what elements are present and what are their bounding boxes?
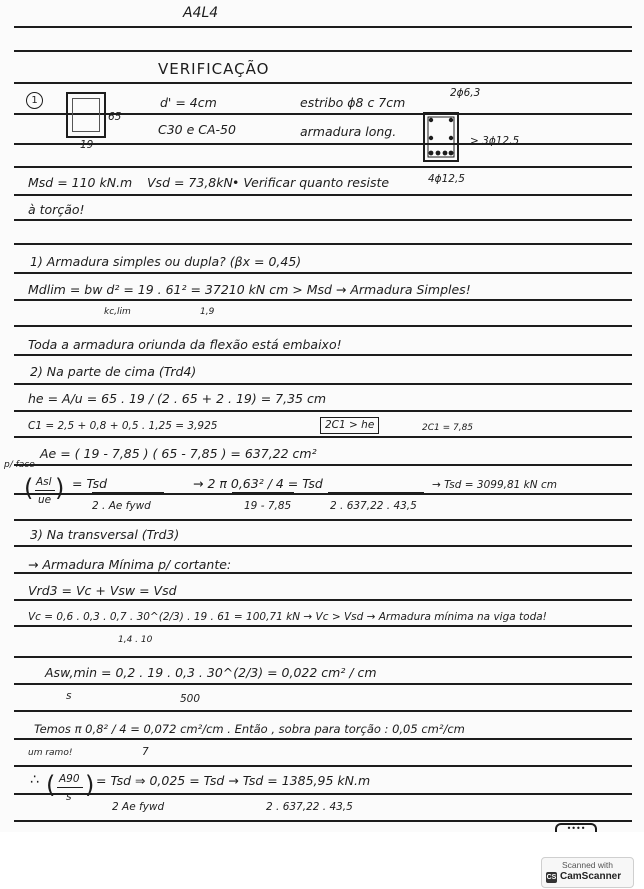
ruled-line [14, 50, 632, 52]
step3-temos: Temos π 0,8² / 4 = 0,072 cm²/cm . Então , sobra para torção : 0,05 cm²/cm [34, 722, 465, 736]
header-doodle: A4L4 [183, 5, 219, 21]
ruled-line [14, 519, 632, 521]
close-paren: ) [85, 771, 95, 799]
ruled-line [14, 436, 632, 438]
eq-mid-den2: 2 . 637,22 . 43,5 [330, 500, 417, 512]
side-bars-label: > 3ϕ12,5 [470, 135, 520, 147]
ruled-line [14, 143, 632, 145]
step2-c1-check: 2C1 > he [320, 417, 379, 434]
ago-bottom: s [66, 791, 72, 803]
task-text-2: à torção! [28, 202, 85, 217]
step1-kc-value: 1,9 [200, 307, 215, 317]
ruled-line [14, 545, 632, 547]
ruled-line [14, 166, 632, 168]
open-paren: ( [24, 474, 34, 502]
ruled-line [14, 354, 632, 356]
materials-text: C30 e CA-50 [158, 122, 236, 137]
ruled-line [14, 243, 632, 245]
margin-note: p/ face [4, 460, 35, 470]
fraction-bar [92, 492, 164, 493]
ruled-line [14, 113, 632, 115]
top-bars-label: 2ϕ6,3 [450, 87, 481, 99]
ruled-line [14, 219, 632, 221]
beam-section-sketch [66, 92, 106, 138]
fraction-bar [57, 787, 83, 788]
ruled-line [14, 683, 632, 685]
ruled-line [14, 765, 632, 767]
camscanner-watermark [541, 857, 634, 888]
close-paren: ) [55, 474, 65, 502]
step3-final-den2: 2 . 637,22 . 43,5 [266, 801, 353, 813]
camscanner-brand: CamScanner [560, 871, 622, 882]
step3-final-den: 2 Ae fywd [112, 801, 165, 813]
fraction-bar [35, 490, 55, 491]
ruled-line [14, 26, 632, 28]
section-height-label: 65 [108, 111, 122, 123]
step2-c1: C1 = 2,5 + 0,8 + 0,5 . 1,25 = 3,925 [28, 420, 218, 432]
step2-he: he = A/u = 65 . 19 / (2 . 65 + 2 . 19) = 7,35 cm [28, 391, 327, 406]
vsd-text: Vsd = 73,8kN [147, 175, 233, 190]
ruled-line [14, 710, 632, 712]
step1-heading: 1) Armadura simples ou dupla? (βx = 0,45) [30, 254, 302, 269]
step3-minimum: → Armadura Mínima p/ cortante: [28, 557, 232, 572]
msd-text: Msd = 110 kN.m [28, 175, 133, 190]
ruled-line [14, 656, 632, 658]
d-prime-text: d' = 4cm [160, 95, 217, 110]
binder-tab: •••• [555, 823, 597, 832]
ruled-line [14, 625, 632, 627]
stirrup-text: estribo ϕ8 c 7cm [300, 95, 406, 110]
eq-mid: → 2 π 0,63² / 4 = Tsd [193, 476, 323, 491]
step2-ae: Ae = ( 19 - 7,85 ) ( 65 - 7,85 ) = 637,22 cm² [40, 446, 317, 461]
ratio-bottom: ue [38, 494, 52, 506]
ruled-line [14, 383, 632, 385]
ruled-line [14, 272, 632, 274]
fraction-bar [328, 492, 424, 493]
ruled-line [14, 82, 632, 84]
step1-kclim: kc,lim [104, 307, 131, 317]
long-reinforcement-text: armadura long. [300, 124, 397, 139]
step2-heading: 2) Na parte de cima (Trd4) [30, 364, 197, 379]
therefore-sign: ∴ [30, 772, 39, 788]
ruled-line [14, 493, 632, 495]
step2-c1-value: 2C1 = 7,85 [422, 423, 474, 433]
task-text: • Verificar quanto resiste [232, 175, 390, 190]
bottom-bars-label: 4ϕ12,5 [428, 173, 465, 185]
ruled-line [14, 325, 632, 327]
ruled-line [14, 299, 632, 301]
ruled-line [14, 599, 632, 601]
camscanner-logo-icon: CS [546, 874, 557, 881]
reinforcement-sketch [418, 108, 468, 168]
ruled-line [14, 820, 632, 822]
ruled-line [14, 194, 632, 196]
page-title: VERIFICAÇÃO [158, 60, 270, 78]
ruled-line [14, 464, 632, 466]
ruled-line [14, 410, 632, 412]
step3-temos-small: um ramo! [28, 748, 73, 758]
item-number: 1 [26, 92, 43, 109]
ago-top: A90 [59, 773, 80, 785]
step1-mdlim: Mdlim = bw d² = 19 . 61² = 37210 kN cm > Msd → Armadura Simples! [28, 282, 471, 297]
step3-vc-den: 1,4 . 10 [118, 635, 153, 645]
step3-asw-min: Asw,min = 0,2 . 19 . 0,3 . 30^(2/3) = 0,022 cm² / cm [45, 665, 377, 680]
step2-result: → Tsd = 3099,81 kN cm [432, 479, 557, 491]
ratio-top: Asl [36, 476, 52, 488]
step3-vc: Vc = 0,6 . 0,3 . 0,7 . 30^(2/3) . 19 . 61 = 100,71 kN → Vc > Vsd → Armadura mínima na viga toda! [28, 611, 547, 623]
step3-vrd3: Vrd3 = Vc + Vsw = Vsd [28, 583, 177, 598]
section-base-label: 19 [80, 139, 94, 151]
ruled-line [14, 738, 632, 740]
fraction-bar [232, 492, 294, 493]
step3-final: = Tsd ⇒ 0,025 = Tsd → Tsd = 1385,95 kN.m [96, 773, 371, 788]
step3-asw-den: 500 [180, 693, 201, 705]
scanned-with-text: Scanned with [561, 860, 614, 870]
open-paren: ( [46, 771, 56, 799]
ruled-line [14, 572, 632, 574]
step3-asw-s: s [66, 690, 72, 702]
eq-left: = Tsd [72, 476, 108, 491]
step3-temos-den: 7 [142, 746, 149, 758]
step1-note: Toda a armadura oriunda da flexão está embaixo! [28, 337, 342, 352]
step3-heading: 3) Na transversal (Trd3) [30, 527, 180, 542]
ruled-line [14, 793, 632, 795]
eq-mid-den: 19 - 7,85 [244, 500, 292, 512]
eq-left-den: 2 . Ae fywd [92, 500, 151, 512]
